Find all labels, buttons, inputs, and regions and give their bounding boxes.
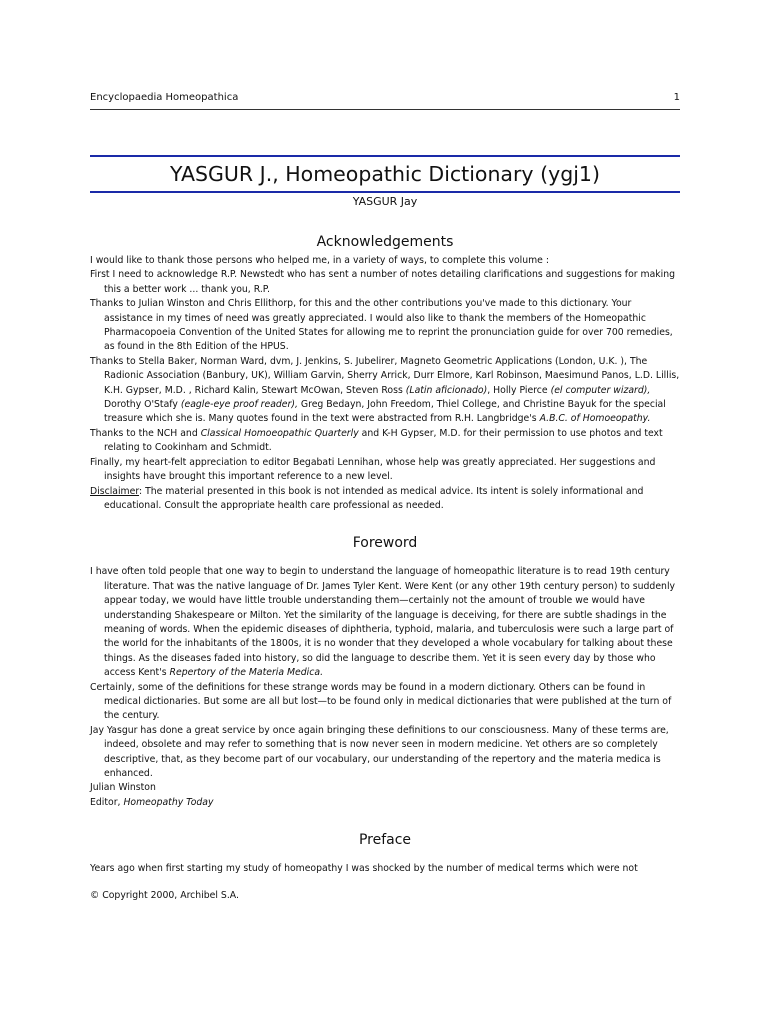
document-author: YASGUR Jay [352,195,418,208]
header-rule [90,109,680,110]
foreword-paragraph: Certainly, some of the definitions for these strange words may be found in a modern dictionary. Others can be found in medical dictionaries. But some are all but lost—to be found only in medical dictionaries that were published at the turn of the century. [90,681,672,722]
running-header [90,92,680,106]
document-body [90,232,680,877]
foreword-paragraph: I have often told people that one way to begin to understand the language of homeopathic literature is to read 19th century literature. That was the native language of Dr. James Tyler Kent. Were Kent (or any other 19th century person) to suddenly appear today, we would have little trouble understanding them—certainly not the amount of trouble we would have understanding Shakespeare or Milton. Yet the similarity of the language is deceiving, for there are subtle shadings in the meaning of words. When the epidemic diseases of diphtheria, typhoid, malaria, and tuberculosis were such a large part of the world for the inhabitants of the 1800s, it is no wonder that they developed a whole vocabulary for talking about these things. As the diseases faded into history, so did the language to describe them. Yet it is seen every day by those who access Kent's Repertory of the Materia Medica. [90,566,676,679]
ack-paragraph: Thanks to Julian Winston and Chris Ellithorp, for this and the other contributions you've made to this dictionary. Your assistance in my times of need was greatly appreciated. I would also like to thank the members of the Homeopathic Pharmacopoeia Convention of the United States for allowing me to reprint the pronunciation guide for over 700 remedies, as found in the 8th Edition of the HPUS. [90,298,673,353]
header-publication-name: Encyclopaedia Homeopathica [90,92,239,103]
document-title: YASGUR J., Homeopathic Dictionary (ygj1) [170,162,600,186]
preface-paragraph: Years ago when first starting my study of homeopathy I was shocked by the number of medical terms which were not [90,863,638,875]
ack-paragraph: I would like to thank those persons who helped me, in a variety of ways, to complete this volume : [90,255,549,266]
disclaimer-paragraph: Disclaimer: The material presented in this book is not intended as medical advice. Its intent is solely informational and educational. Consult the appropriate health care professional as needed. [90,485,644,511]
title-rule-top [90,155,680,157]
foreword-paragraph: Jay Yasgur has done a great service by once again bringing these definitions to our consciousness. Many of these terms are, indeed, obsolete and may refer to something that is now never seen in modern medicine. Yet others are so completely descriptive, that, as they become part of our vocabulary, our understanding of the repertory and the materia medica is enhanced. [90,724,669,779]
title-rule-bottom [90,191,680,193]
foreword-signature-name: Julian Winston [90,782,156,794]
foreword-signature-role: Editor, Homeopathy Today [90,796,214,808]
copyright-footer: © Copyright 2000, Archibel S.A. [90,890,239,901]
ack-paragraph: Finally, my heart-felt appreciation to editor Begabati Lennihan, whose help was greatly appreciated. Her suggestions and insights have brought this important reference to a new level. [90,456,656,483]
preface-heading: Preface [358,832,412,849]
ack-paragraph: Thanks to the NCH and Classical Homoeopathic Quarterly and K-H Gypser, M.D. for their permission to use photos and text relating to Cookinham and Schmidt. [90,427,663,454]
ack-paragraph: Thanks to Stella Baker, Norman Ward, dvm, J. Jenkins, S. Jubelirer, Magneto Geometric Applications (London, U.K. ), The Radionic Association (Banbury, UK), William Garvin, Sherry Arrick, Durr Elmore, Karl Robinson, Maesimund Panos, L.D. Lillis, K.H. Gypser, M.D. , Richard Kalin, Stewart McOwan, Steven Ross (Latin aficionado), Holly Pierce (el computer wizard), Dorothy O'Stafy (eagle-eye proof reader), Greg Bedayn, John Freedom, Thiel College, and Christine Bayuk for the special treasure which she is. Many quotes found in the text were abstracted from R.H. Langbridge's A.B.C. of Homoeopathy. [90,355,680,425]
disclaimer-label: Disclaimer [90,485,139,497]
foreword-heading: Foreword [352,535,418,552]
header-page-number: 1 [673,92,680,103]
ack-paragraph: First I need to acknowledge R.P. Newstedt who has sent a number of notes detailing clarifications and suggestions for making this a better work ... thank you, R.P. [90,269,676,295]
acknowledgements-heading: Acknowledgements [316,234,454,250]
